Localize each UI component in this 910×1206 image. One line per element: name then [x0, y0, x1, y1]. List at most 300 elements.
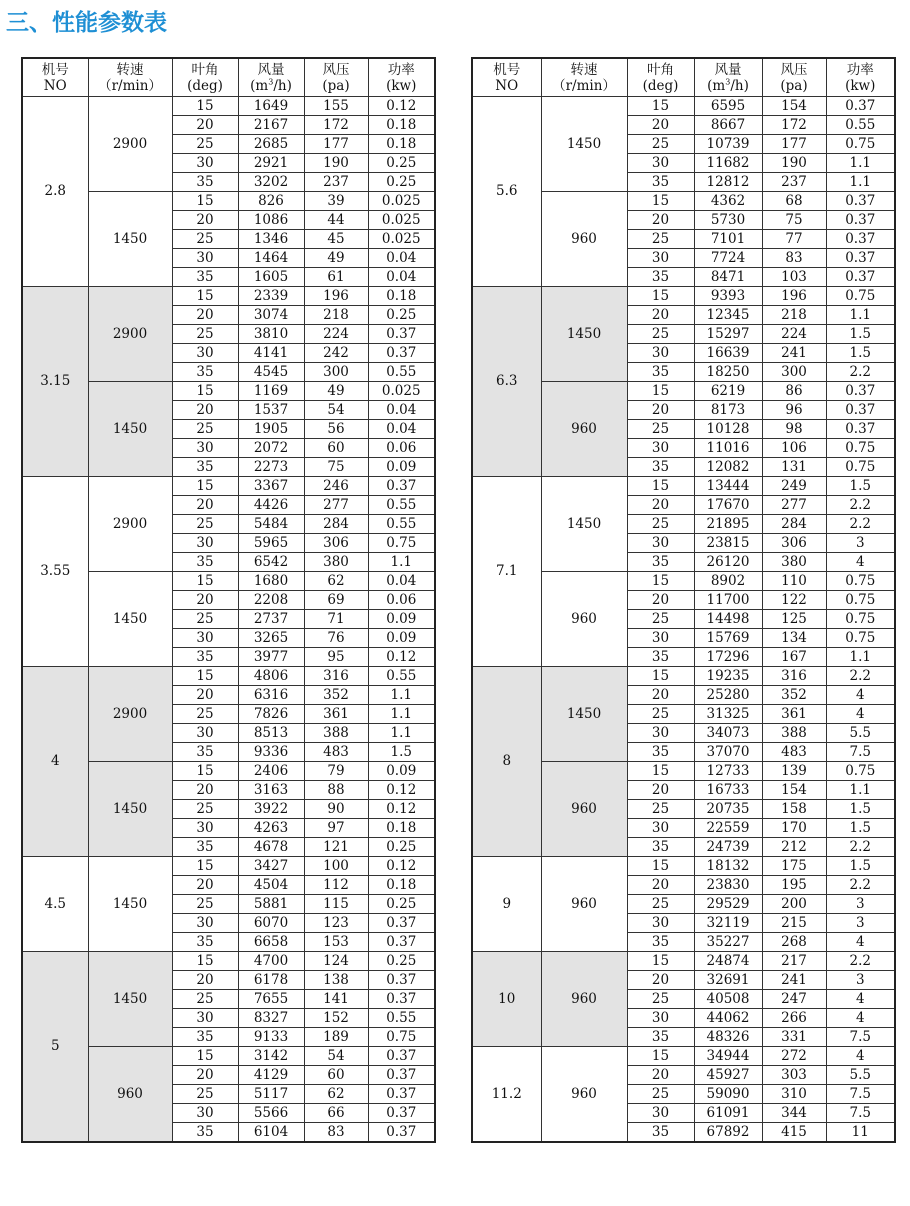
airflow-cell: 1464 — [238, 249, 304, 268]
pressure-cell: 60 — [304, 1066, 368, 1085]
pressure-cell: 86 — [762, 382, 826, 401]
header-unit: (kw) — [845, 77, 876, 94]
airflow-cell: 4362 — [694, 192, 762, 211]
machine-no-header — [22, 58, 88, 97]
blade-angle-cell: 30 — [172, 629, 238, 648]
airflow-cell: 3074 — [238, 306, 304, 325]
header-unit: NO — [495, 77, 519, 94]
machine-no-cell: 4 — [22, 667, 88, 857]
power-cell: 0.75 — [826, 629, 895, 648]
airflow-cell: 29529 — [694, 895, 762, 914]
airflow-cell: 3810 — [238, 325, 304, 344]
airflow-cell: 7101 — [694, 230, 762, 249]
airflow-cell: 17296 — [694, 648, 762, 667]
header-label: 转速 — [570, 61, 598, 78]
airflow-cell: 3142 — [238, 1047, 304, 1066]
machine-no-cell: 6.3 — [472, 287, 541, 477]
power-cell: 0.04 — [368, 249, 435, 268]
power-cell: 0.18 — [368, 876, 435, 895]
blade-angle-cell: 20 — [172, 1066, 238, 1085]
airflow-cell: 4426 — [238, 496, 304, 515]
airflow-cell: 61091 — [694, 1104, 762, 1123]
power-cell: 0.55 — [368, 363, 435, 382]
airflow-cell: 10128 — [694, 420, 762, 439]
blade-angle-cell: 25 — [627, 895, 694, 914]
table-row — [472, 667, 895, 686]
blade-angle-cell: 15 — [172, 952, 238, 971]
performance-table-left — [21, 57, 436, 1143]
airflow-cell: 34073 — [694, 724, 762, 743]
blade-angle-cell: 15 — [627, 97, 694, 116]
blade-angle-cell: 20 — [627, 401, 694, 420]
header-unit: (deg) — [642, 77, 679, 94]
pressure-cell: 115 — [304, 895, 368, 914]
power-cell: 0.37 — [368, 990, 435, 1009]
pressure-cell: 249 — [762, 477, 826, 496]
pressure-cell: 49 — [304, 249, 368, 268]
speed-cell: 1450 — [88, 572, 172, 667]
machine-no-header — [472, 58, 541, 97]
airflow-cell: 59090 — [694, 1085, 762, 1104]
unit-part: /h) — [730, 77, 749, 94]
blade-angle-cell: 15 — [172, 192, 238, 211]
speed-cell: 2900 — [88, 287, 172, 382]
power-cell: 0.025 — [368, 382, 435, 401]
speed-cell: 960 — [541, 1047, 627, 1143]
blade-angle-cell: 15 — [172, 572, 238, 591]
airflow-cell: 18132 — [694, 857, 762, 876]
airflow-cell: 1346 — [238, 230, 304, 249]
blade-angle-cell: 20 — [627, 971, 694, 990]
header-label: 叶角 — [647, 61, 674, 78]
blade-angle-cell: 30 — [172, 724, 238, 743]
pressure-cell: 300 — [304, 363, 368, 382]
blade-angle-cell: 35 — [627, 553, 694, 572]
table-header — [22, 58, 435, 97]
speed-cell: 1450 — [88, 192, 172, 287]
pressure-cell: 268 — [762, 933, 826, 952]
pressure-cell: 97 — [304, 819, 368, 838]
pressure-cell: 154 — [762, 781, 826, 800]
pressure-cell: 90 — [304, 800, 368, 819]
speed-cell: 1450 — [88, 382, 172, 477]
power-cell: 1.1 — [368, 553, 435, 572]
airflow-cell: 2737 — [238, 610, 304, 629]
blade-angle-cell: 20 — [627, 591, 694, 610]
blade-angle-cell: 25 — [172, 990, 238, 1009]
pressure-cell: 483 — [304, 743, 368, 762]
pressure-cell: 100 — [304, 857, 368, 876]
table-header — [472, 58, 895, 97]
speed-cell: 1450 — [88, 857, 172, 952]
pressure-cell: 69 — [304, 591, 368, 610]
blade-angle-cell: 30 — [627, 819, 694, 838]
machine-no-cell: 8 — [472, 667, 541, 857]
airflow-cell: 16639 — [694, 344, 762, 363]
pressure-cell: 316 — [762, 667, 826, 686]
machine-no-cell: 11.2 — [472, 1047, 541, 1143]
power-cell: 2.2 — [826, 876, 895, 895]
airflow-cell: 15769 — [694, 629, 762, 648]
pressure-cell: 131 — [762, 458, 826, 477]
airflow-cell: 6595 — [694, 97, 762, 116]
pressure-cell: 361 — [762, 705, 826, 724]
pressure-cell: 95 — [304, 648, 368, 667]
power-cell: 0.37 — [826, 192, 895, 211]
pressure-cell: 170 — [762, 819, 826, 838]
airflow-cell: 9133 — [238, 1028, 304, 1047]
pressure-cell: 415 — [762, 1123, 826, 1143]
power-cell: 0.75 — [826, 287, 895, 306]
blade-angle-cell: 35 — [172, 933, 238, 952]
power-cell: 1.1 — [368, 686, 435, 705]
blade-angle-cell: 15 — [627, 952, 694, 971]
power-cell: 2.2 — [826, 496, 895, 515]
pressure-cell: 75 — [304, 458, 368, 477]
blade-angle-header — [172, 58, 238, 97]
airflow-cell: 1605 — [238, 268, 304, 287]
header-label: 机号 — [493, 61, 521, 78]
power-cell: 0.55 — [368, 1009, 435, 1028]
speed-cell: 1450 — [541, 477, 627, 572]
pressure-cell: 172 — [304, 116, 368, 135]
pressure-cell: 189 — [304, 1028, 368, 1047]
airflow-cell: 67892 — [694, 1123, 762, 1143]
power-cell: 0.12 — [368, 648, 435, 667]
blade-angle-cell: 35 — [172, 173, 238, 192]
blade-angle-cell: 25 — [627, 800, 694, 819]
blade-angle-cell: 15 — [172, 477, 238, 496]
airflow-header — [694, 58, 762, 97]
airflow-cell: 4504 — [238, 876, 304, 895]
airflow-cell: 1905 — [238, 420, 304, 439]
machine-no-cell: 5.6 — [472, 97, 541, 287]
header-label: 风压 — [780, 61, 808, 78]
header-label: 机号 — [41, 61, 69, 78]
power-cell: 0.37 — [826, 268, 895, 287]
speed-cell: 1450 — [88, 952, 172, 1047]
power-cell: 0.025 — [368, 230, 435, 249]
power-cell: 0.37 — [368, 1066, 435, 1085]
page-title: 三、性能参数表 — [6, 10, 167, 36]
power-cell: 0.37 — [826, 97, 895, 116]
airflow-cell: 32691 — [694, 971, 762, 990]
power-cell: 0.04 — [368, 268, 435, 287]
pressure-cell: 177 — [762, 135, 826, 154]
blade-angle-cell: 35 — [172, 1123, 238, 1143]
power-cell: 0.12 — [368, 800, 435, 819]
table-row — [472, 287, 895, 306]
power-cell: 2.2 — [826, 515, 895, 534]
blade-angle-cell: 30 — [172, 439, 238, 458]
blade-angle-cell: 30 — [627, 534, 694, 553]
pressure-cell: 49 — [304, 382, 368, 401]
pressure-cell: 306 — [304, 534, 368, 553]
blade-angle-cell: 35 — [172, 838, 238, 857]
pressure-cell: 134 — [762, 629, 826, 648]
power-cell: 0.37 — [826, 401, 895, 420]
blade-angle-cell: 20 — [172, 591, 238, 610]
table-body — [472, 97, 895, 1143]
blade-angle-cell: 25 — [627, 610, 694, 629]
pressure-cell: 284 — [762, 515, 826, 534]
airflow-cell: 9393 — [694, 287, 762, 306]
speed-cell: 1450 — [88, 762, 172, 857]
blade-angle-cell: 15 — [627, 667, 694, 686]
airflow-cell: 1537 — [238, 401, 304, 420]
power-cell: 1.1 — [826, 154, 895, 173]
header-label: 转速 — [116, 61, 144, 78]
blade-angle-cell: 15 — [627, 762, 694, 781]
blade-angle-cell: 20 — [172, 116, 238, 135]
power-cell: 0.09 — [368, 610, 435, 629]
pressure-cell: 121 — [304, 838, 368, 857]
table-body — [22, 97, 435, 1143]
airflow-cell: 14498 — [694, 610, 762, 629]
pressure-cell: 155 — [304, 97, 368, 116]
pressure-cell: 215 — [762, 914, 826, 933]
airflow-cell: 1680 — [238, 572, 304, 591]
airflow-cell: 2208 — [238, 591, 304, 610]
pressure-cell: 310 — [762, 1085, 826, 1104]
airflow-cell: 3367 — [238, 477, 304, 496]
table-row — [22, 857, 435, 876]
airflow-cell: 25280 — [694, 686, 762, 705]
airflow-cell: 23815 — [694, 534, 762, 553]
airflow-cell: 8173 — [694, 401, 762, 420]
pressure-cell: 196 — [304, 287, 368, 306]
blade-angle-cell: 25 — [172, 230, 238, 249]
power-cell: 0.25 — [368, 154, 435, 173]
power-cell: 7.5 — [826, 1085, 895, 1104]
pressure-cell: 380 — [762, 553, 826, 572]
airflow-cell: 8327 — [238, 1009, 304, 1028]
power-cell: 5.5 — [826, 724, 895, 743]
power-cell: 0.09 — [368, 458, 435, 477]
power-cell: 4 — [826, 553, 895, 572]
power-cell: 4 — [826, 990, 895, 1009]
speed-cell: 960 — [541, 382, 627, 477]
airflow-cell: 12733 — [694, 762, 762, 781]
airflow-cell: 8902 — [694, 572, 762, 591]
blade-angle-cell: 35 — [172, 743, 238, 762]
power-cell: 0.12 — [368, 857, 435, 876]
blade-angle-cell: 35 — [627, 743, 694, 762]
blade-angle-cell: 30 — [627, 724, 694, 743]
pressure-cell: 56 — [304, 420, 368, 439]
pressure-cell: 167 — [762, 648, 826, 667]
pressure-cell: 218 — [762, 306, 826, 325]
power-cell: 7.5 — [826, 1104, 895, 1123]
power-cell: 0.55 — [368, 667, 435, 686]
airflow-cell: 6316 — [238, 686, 304, 705]
airflow-cell: 18250 — [694, 363, 762, 382]
airflow-cell: 1169 — [238, 382, 304, 401]
blade-angle-cell: 20 — [172, 971, 238, 990]
airflow-cell: 5117 — [238, 1085, 304, 1104]
power-cell: 0.25 — [368, 952, 435, 971]
blade-angle-cell: 25 — [627, 230, 694, 249]
airflow-cell: 5881 — [238, 895, 304, 914]
pressure-cell: 75 — [762, 211, 826, 230]
pressure-cell: 154 — [762, 97, 826, 116]
power-cell: 0.75 — [826, 135, 895, 154]
header-label: 功率 — [387, 61, 415, 78]
airflow-cell: 2339 — [238, 287, 304, 306]
airflow-cell: 26120 — [694, 553, 762, 572]
header-row — [22, 58, 435, 97]
power-cell: 0.55 — [826, 116, 895, 135]
blade-angle-cell: 30 — [172, 344, 238, 363]
blade-angle-cell: 25 — [172, 610, 238, 629]
airflow-cell: 7724 — [694, 249, 762, 268]
pressure-cell: 277 — [762, 496, 826, 515]
table-row — [472, 477, 895, 496]
power-cell: 0.06 — [368, 439, 435, 458]
airflow-cell: 22559 — [694, 819, 762, 838]
table-row — [472, 857, 895, 876]
pressure-cell: 242 — [304, 344, 368, 363]
airflow-cell: 12345 — [694, 306, 762, 325]
airflow-cell: 45927 — [694, 1066, 762, 1085]
power-cell: 1.1 — [368, 724, 435, 743]
power-cell: 1.5 — [826, 857, 895, 876]
blade-angle-cell: 15 — [172, 1047, 238, 1066]
power-cell: 1.1 — [826, 648, 895, 667]
power-cell: 4 — [826, 933, 895, 952]
airflow-cell: 3202 — [238, 173, 304, 192]
airflow-cell: 44062 — [694, 1009, 762, 1028]
power-cell: 0.18 — [368, 287, 435, 306]
blade-angle-header — [627, 58, 694, 97]
blade-angle-cell: 20 — [172, 211, 238, 230]
pressure-cell: 246 — [304, 477, 368, 496]
blade-angle-cell: 35 — [172, 268, 238, 287]
blade-angle-cell: 20 — [172, 876, 238, 895]
airflow-cell: 8471 — [694, 268, 762, 287]
pressure-cell: 300 — [762, 363, 826, 382]
airflow-cell: 5566 — [238, 1104, 304, 1123]
pressure-cell: 54 — [304, 401, 368, 420]
airflow-cell: 17670 — [694, 496, 762, 515]
airflow-cell: 3265 — [238, 629, 304, 648]
pressure-cell: 224 — [762, 325, 826, 344]
machine-no-cell: 3.15 — [22, 287, 88, 477]
power-cell: 1.5 — [826, 477, 895, 496]
power-cell: 0.37 — [826, 230, 895, 249]
blade-angle-cell: 25 — [627, 705, 694, 724]
airflow-cell: 34944 — [694, 1047, 762, 1066]
table-row — [22, 667, 435, 686]
blade-angle-cell: 30 — [627, 249, 694, 268]
blade-angle-cell: 25 — [172, 705, 238, 724]
blade-angle-cell: 15 — [172, 382, 238, 401]
pressure-cell: 237 — [762, 173, 826, 192]
unit-superscript: 3 — [725, 77, 731, 86]
airflow-cell: 3427 — [238, 857, 304, 876]
blade-angle-cell: 25 — [172, 800, 238, 819]
pressure-cell: 125 — [762, 610, 826, 629]
blade-angle-cell: 30 — [172, 819, 238, 838]
power-cell: 4 — [826, 1047, 895, 1066]
pressure-cell: 158 — [762, 800, 826, 819]
pressure-cell: 45 — [304, 230, 368, 249]
performance-table-right — [471, 57, 896, 1143]
power-cell: 7.5 — [826, 1028, 895, 1047]
airflow-cell: 15297 — [694, 325, 762, 344]
header-unit: (deg) — [187, 77, 223, 94]
airflow-cell: 2921 — [238, 154, 304, 173]
power-cell: 0.25 — [368, 895, 435, 914]
power-cell: 0.75 — [826, 439, 895, 458]
pressure-cell: 241 — [762, 971, 826, 990]
pressure-cell: 344 — [762, 1104, 826, 1123]
airflow-cell: 40508 — [694, 990, 762, 1009]
power-cell: 0.18 — [368, 135, 435, 154]
pressure-cell: 139 — [762, 762, 826, 781]
power-cell: 11 — [826, 1123, 895, 1143]
pressure-cell: 122 — [762, 591, 826, 610]
blade-angle-cell: 25 — [172, 420, 238, 439]
airflow-cell: 6542 — [238, 553, 304, 572]
blade-angle-cell: 25 — [172, 515, 238, 534]
pressure-cell: 110 — [762, 572, 826, 591]
airflow-cell: 32119 — [694, 914, 762, 933]
pressure-cell: 237 — [304, 173, 368, 192]
header-unit: （r/min） — [98, 77, 162, 94]
power-cell: 0.37 — [368, 1123, 435, 1143]
pressure-cell: 106 — [762, 439, 826, 458]
power-cell: 0.75 — [826, 762, 895, 781]
blade-angle-cell: 25 — [627, 990, 694, 1009]
power-cell: 0.18 — [368, 116, 435, 135]
blade-angle-cell: 25 — [627, 420, 694, 439]
power-cell: 4 — [826, 686, 895, 705]
blade-angle-cell: 30 — [627, 154, 694, 173]
power-cell: 1.5 — [826, 325, 895, 344]
power-cell: 0.37 — [826, 382, 895, 401]
blade-angle-cell: 25 — [627, 325, 694, 344]
blade-angle-cell: 35 — [627, 363, 694, 382]
power-header — [368, 58, 435, 97]
blade-angle-cell: 20 — [627, 686, 694, 705]
airflow-cell: 11700 — [694, 591, 762, 610]
airflow-cell: 16733 — [694, 781, 762, 800]
blade-angle-cell: 35 — [627, 1123, 694, 1143]
power-cell: 0.25 — [368, 838, 435, 857]
blade-angle-cell: 15 — [172, 667, 238, 686]
airflow-cell: 3922 — [238, 800, 304, 819]
blade-angle-cell: 35 — [172, 553, 238, 572]
machine-no-cell: 9 — [472, 857, 541, 952]
blade-angle-cell: 35 — [172, 363, 238, 382]
airflow-cell: 8513 — [238, 724, 304, 743]
airflow-cell: 13444 — [694, 477, 762, 496]
speed-cell: 1450 — [541, 667, 627, 762]
pressure-cell: 96 — [762, 401, 826, 420]
unit-part: (m — [707, 77, 726, 94]
blade-angle-cell: 30 — [627, 439, 694, 458]
power-cell: 0.37 — [368, 1104, 435, 1123]
blade-angle-cell: 15 — [172, 97, 238, 116]
speed-cell: 960 — [541, 572, 627, 667]
pressure-cell: 138 — [304, 971, 368, 990]
power-cell: 2.2 — [826, 838, 895, 857]
power-cell: 0.37 — [368, 1047, 435, 1066]
machine-no-cell: 3.55 — [22, 477, 88, 667]
header-unit: (kw) — [386, 77, 417, 94]
pressure-cell: 361 — [304, 705, 368, 724]
